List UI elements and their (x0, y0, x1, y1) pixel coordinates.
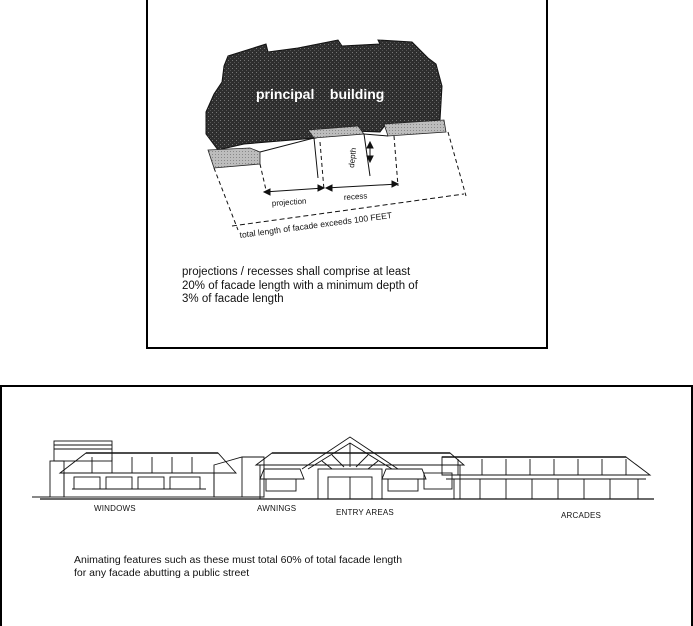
recess-label: recess (343, 191, 368, 202)
massing-note-line: 3% of facade length (182, 293, 284, 305)
dimension-lines (214, 132, 466, 230)
massing-requirement-note (182, 266, 502, 307)
massing-diagram-panel (146, 0, 548, 349)
arcades-label: ARCADES (561, 511, 602, 520)
massing-note-line: 20% of facade length with a minimum depth of (182, 279, 418, 292)
elevation-note-line: for any facade abutting a public street (74, 566, 250, 579)
elevation-note-line: Animating features such as these must total 60% of total facade length (74, 554, 403, 566)
elevation-linework (32, 437, 654, 499)
elevation-panel (0, 385, 693, 626)
facade-length-label: total length of facade exceeds 100 FEET (238, 210, 393, 240)
projection-label: projection (271, 196, 307, 208)
windows-label: WINDOWS (94, 504, 136, 513)
building-label: principal building (256, 86, 385, 102)
depth-label: depth (347, 147, 359, 169)
massing-note-line: projections / recesses shall comprise at least (182, 266, 411, 278)
awnings-label: AWNINGS (257, 504, 297, 513)
elevation-requirement-note (74, 554, 494, 579)
entry-areas-label: ENTRY AREAS (336, 508, 394, 517)
building-elevation (2, 387, 691, 547)
